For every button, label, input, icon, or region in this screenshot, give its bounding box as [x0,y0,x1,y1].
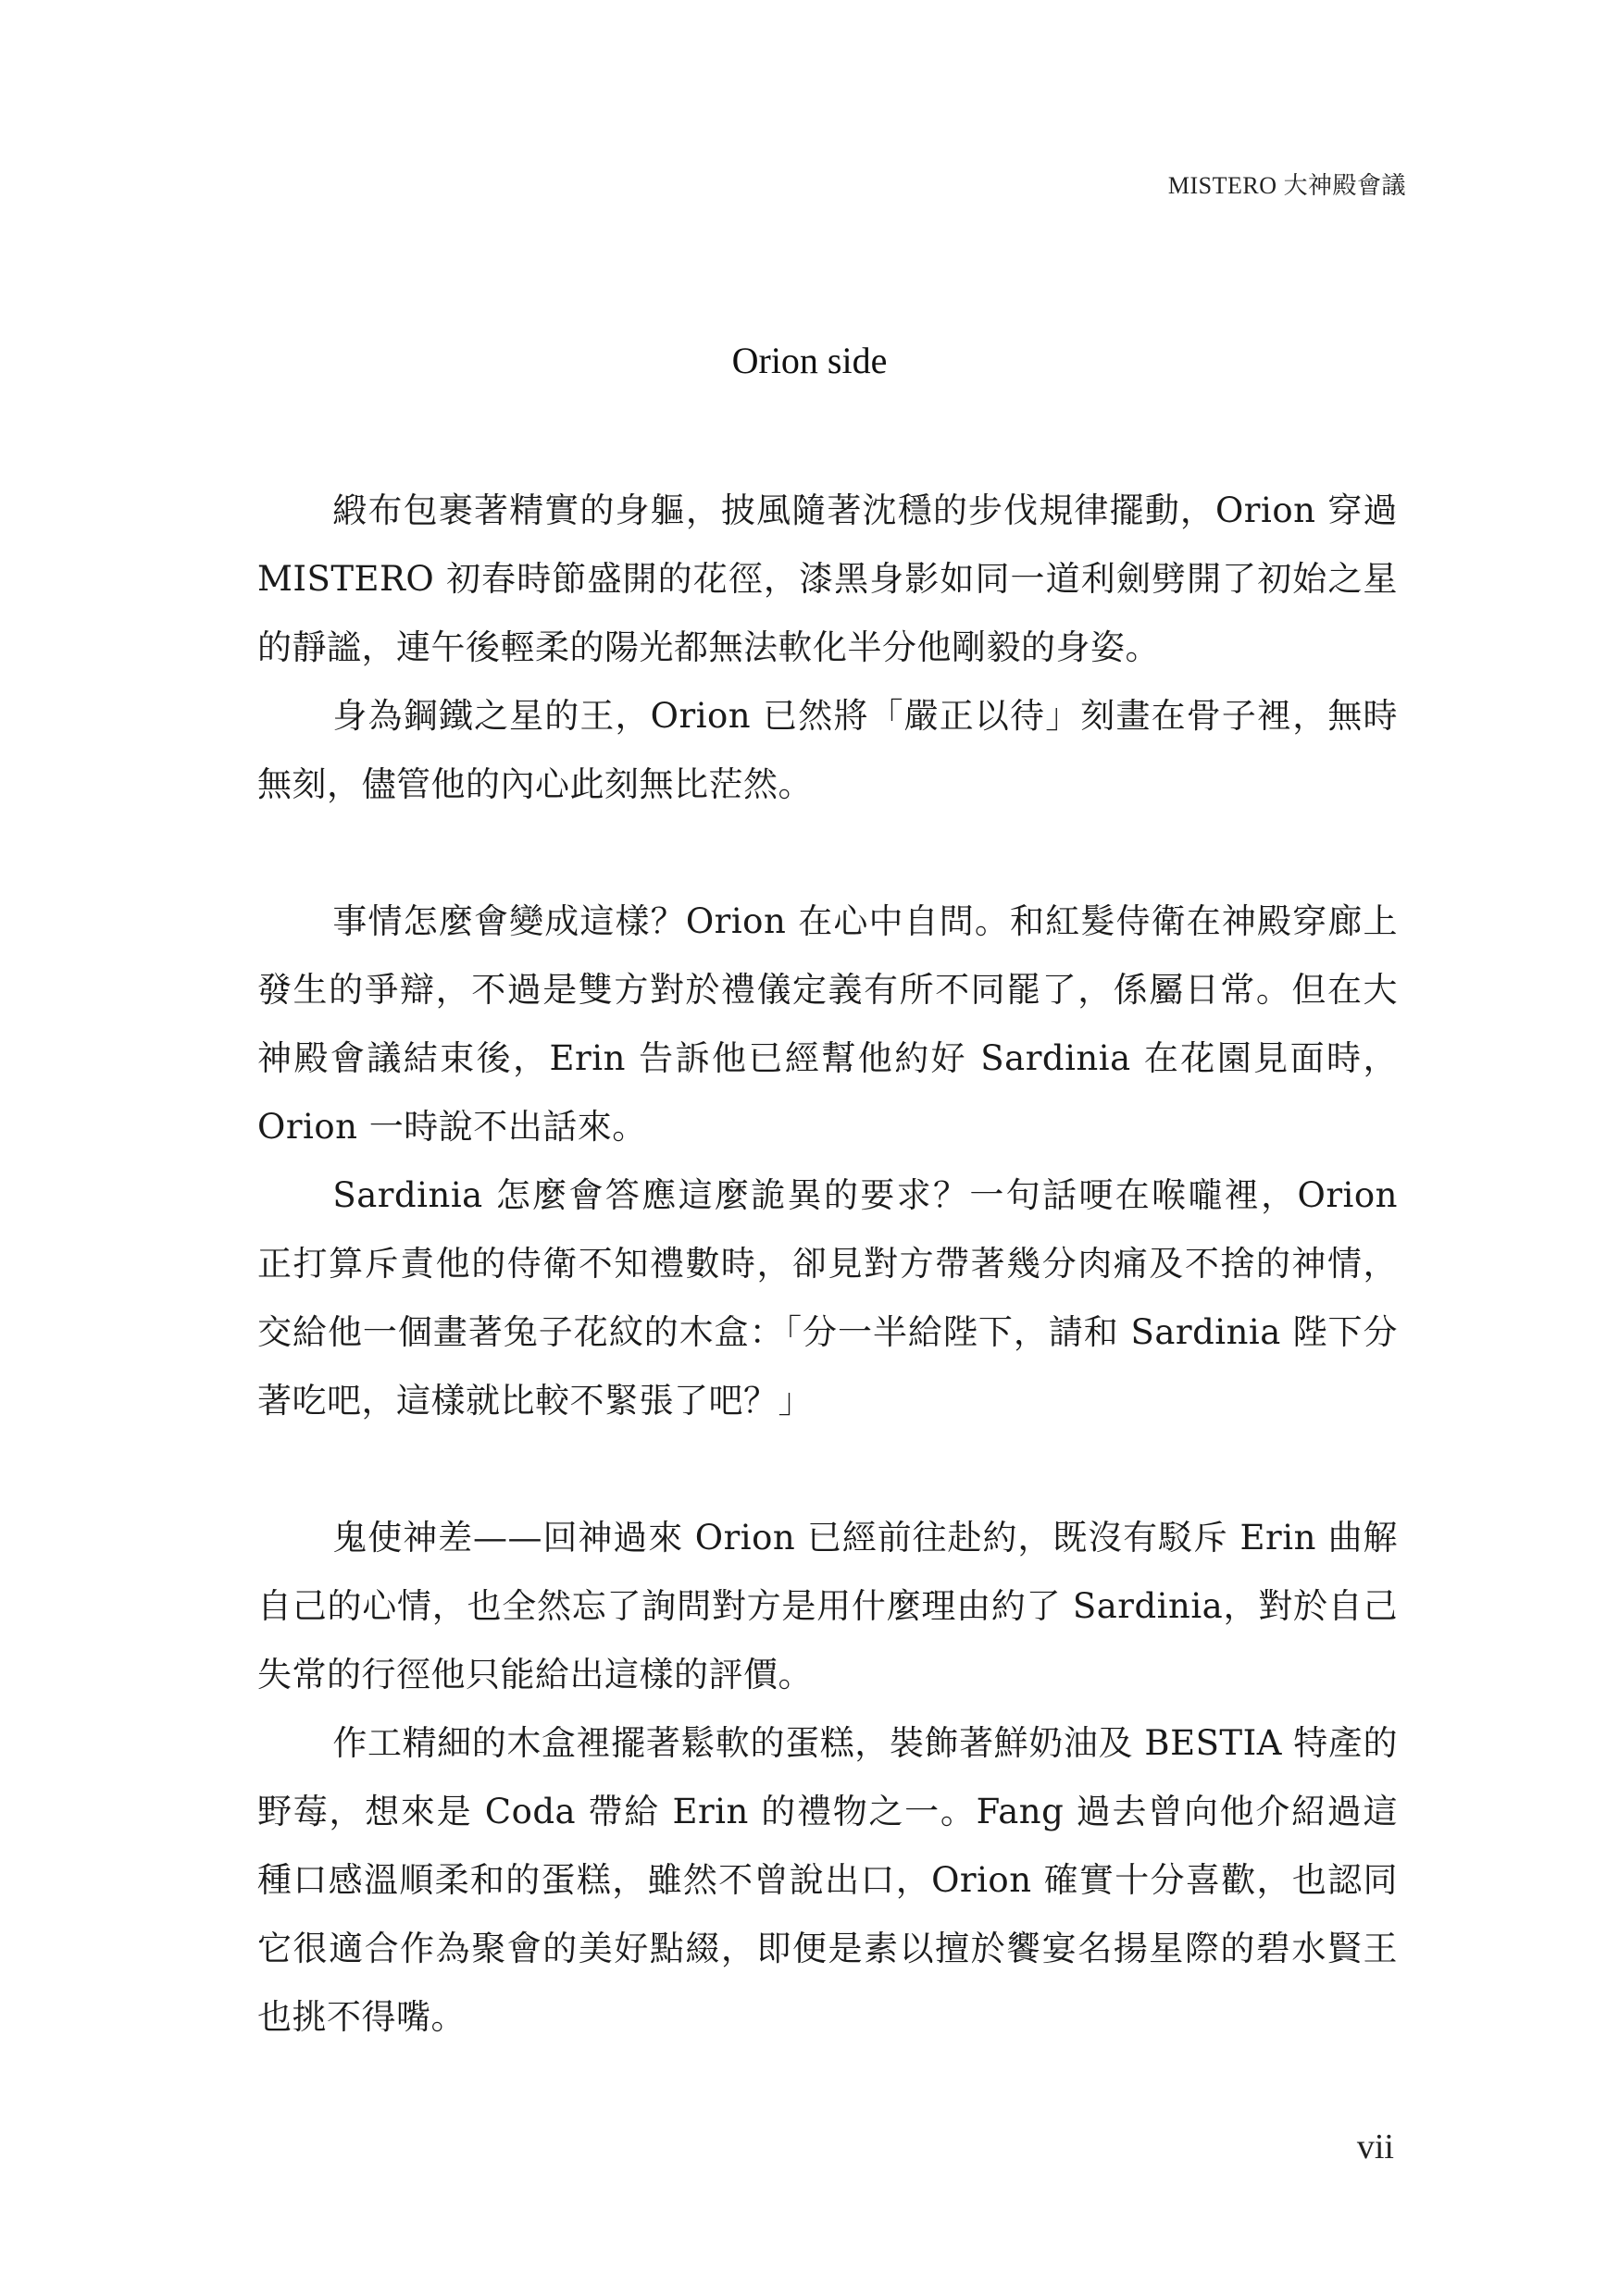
paragraph: 事情怎麼會變成這樣？Orion 在心中自問。和紅髮侍衛在神殿穿廊上發生的爭辯，不過是雙方對於禮儀定義有所不同罷了，係屬日常。但在大神殿會議結束後，Erin 告訴他已經幫他約好 Sardinia 在花園見面時，Orion 一時說不出話來。 [257,901,1398,1147]
chapter-title: Orion side [731,340,888,381]
body-text [257,477,1398,2052]
paragraph: Sardinia 怎麼會答應這麼詭異的要求？一句話哽在喉嚨裡，Orion 正打算斥責他的侍衛不知禮數時，卻見對方帶著幾分肉痛及不捨的神情，交給他一個畫著兔子花紋的木盒：「分一半給陛下，請和 Sardinia 陛下分著吃吧，這樣就比較不緊張了吧？」 [257,1175,1398,1421]
paragraph: 身為鋼鐵之星的王，Orion 已然將「嚴正以待」刻畫在骨子裡，無時無刻，儘管他的內心此刻無比茫然。 [257,696,1398,804]
page-number: vii [1356,2128,1394,2166]
paragraph: 作工精細的木盒裡擺著鬆軟的蛋糕，裝飾著鮮奶油及 BESTIA 特產的野莓，想來是 Coda 帶給 Erin 的禮物之一。Fang 過去曾向他介紹過這種口感溫順柔和的蛋糕，雖然不曾說出口，Orion 確實十分喜歡，也認同它很適合作為聚會的美好點綴，即便是素以擅於饗宴名揚星際的碧水賢王也挑不得嘴。 [257,1723,1398,2037]
paragraph: 緞布包裹著精實的身軀，披風隨著沈穩的步伐規律擺動，Orion 穿過 MISTERO 初春時節盛開的花徑，漆黑身影如同一道利劍劈開了初始之星的靜謐，連午後輕柔的陽光都無法軟化半分他剛毅的身姿。 [257,490,1398,667]
paragraph: 鬼使神差——回神過來 Orion 已經前往赴約，既沒有駁斥 Erin 曲解自己的心情，也全然忘了詢問對方是用什麼理由約了 Sardinia，對於自己失常的行徑他只能給出這樣的評價。 [257,1518,1398,1694]
running-header: MISTERO 大神殿會議 [1167,172,1406,199]
